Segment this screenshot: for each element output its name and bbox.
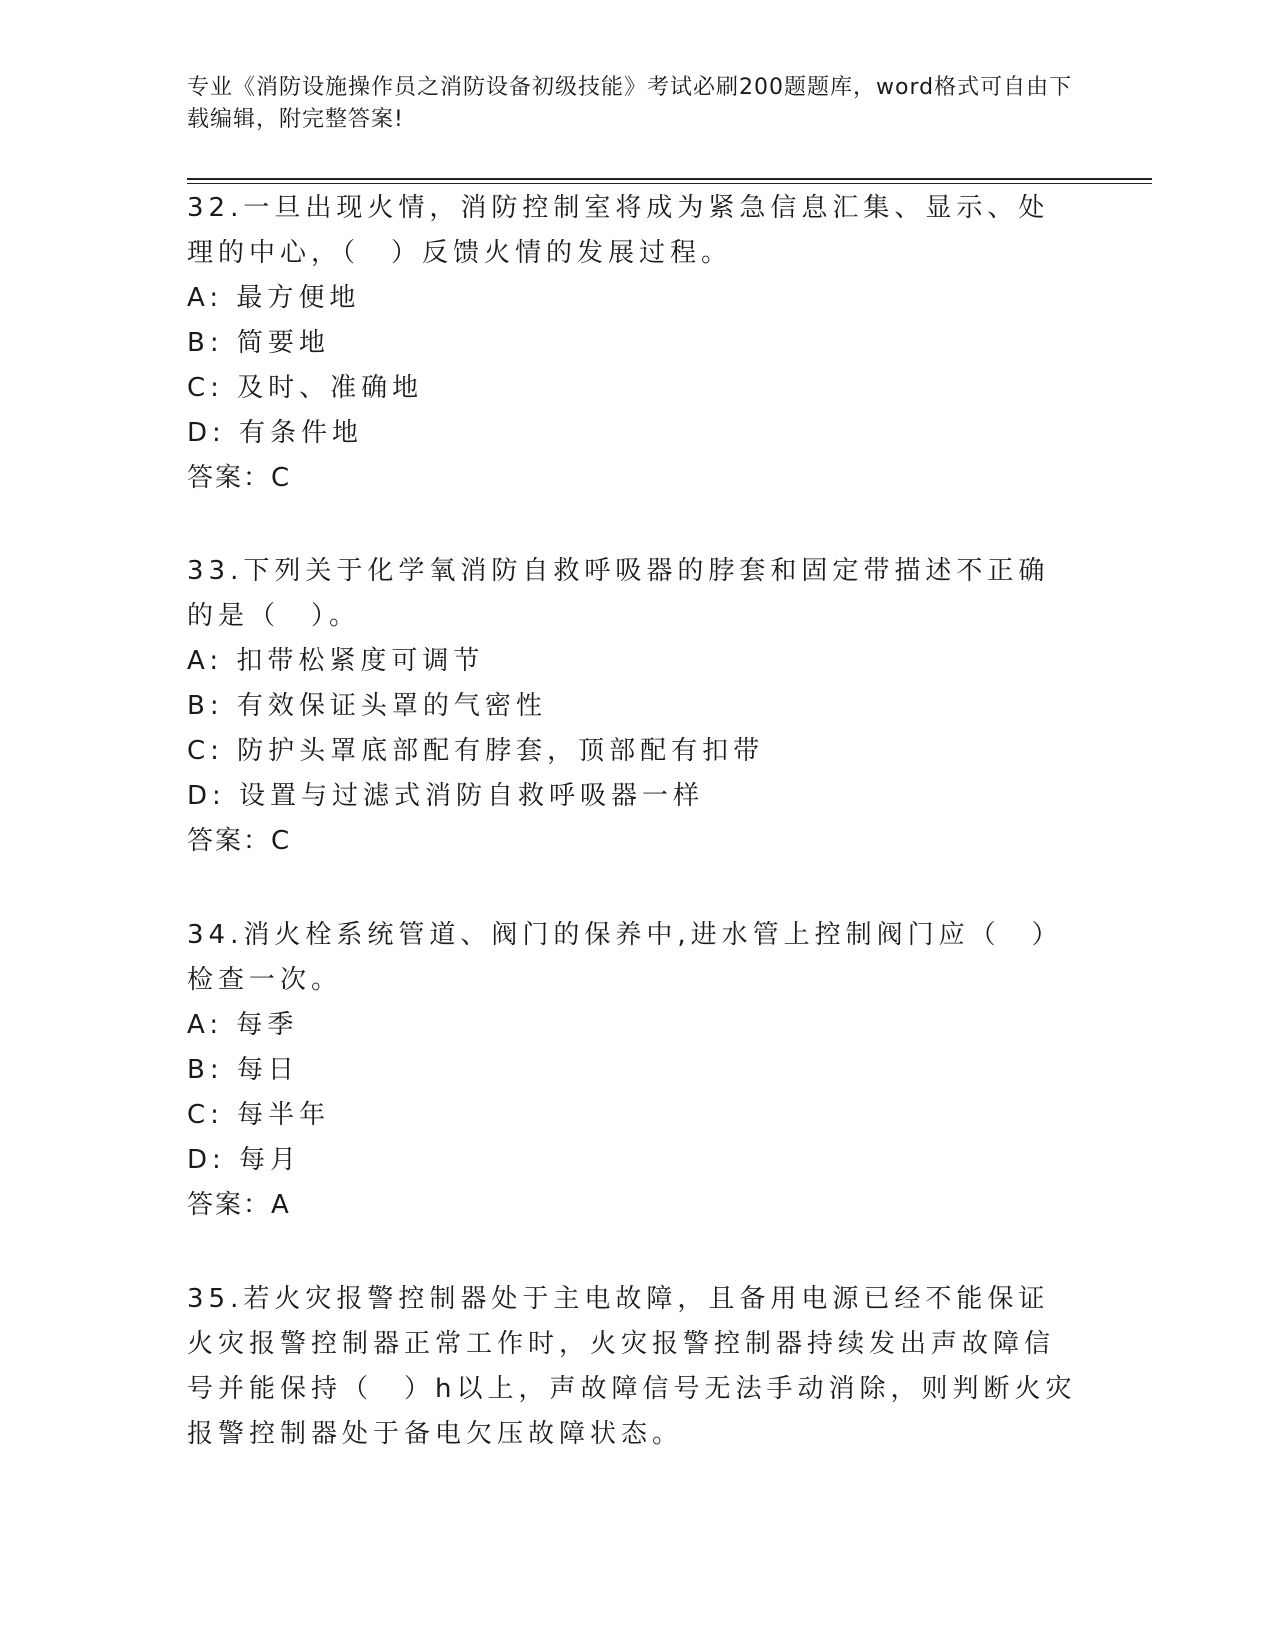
option-a: A: 扣带松紧度可调节: [187, 646, 485, 676]
question-32: [187, 186, 1077, 501]
option-b: B: 每日: [187, 1055, 299, 1085]
header-divider-thick: [187, 178, 1152, 180]
option-a: A: 每季: [187, 1010, 299, 1040]
header-divider-thin: [187, 183, 1152, 184]
answer: 答案：C: [187, 826, 292, 856]
option-d: D: 每月: [187, 1145, 302, 1175]
option-b: B: 简要地: [187, 328, 330, 358]
option-a: A: 最方便地: [187, 283, 361, 313]
answer: 答案：A: [187, 1190, 291, 1220]
option-c: C: 每半年: [187, 1100, 331, 1130]
question-text: 34.消火栓系统管道、阀门的保养中,进水管上控制阀门应（ ）检查一次。: [187, 920, 1063, 995]
option-d: D: 有条件地: [187, 418, 364, 448]
page-header: 专业《消防设施操作员之消防设备初级技能》考试必刷200题题库，word格式可自由下载编辑，附完整答案!: [187, 75, 1073, 132]
question-text: 33.下列关于化学氧消防自救呼吸器的脖套和固定带描述不正确的是（ ）。: [187, 556, 1050, 631]
question-text: 32.一旦出现火情，消防控制室将成为紧急信息汇集、显示、处理的中心，（ ）反馈火情的发展过程。: [187, 193, 1050, 268]
question-34: [187, 913, 1077, 1228]
option-d: D: 设置与过滤式消防自救呼吸器一样: [187, 781, 705, 811]
question-33: [187, 549, 1077, 864]
question-text: 35.若火灾报警控制器处于主电故障，且备用电源已经不能保证火灾报警控制器正常工作时，火灾报警控制器持续发出声故障信号并能保持（ ）h以上，声故障信号无法手动消除，则判断火灾报警控制器处于备电欠压故障状态。: [187, 1284, 1077, 1449]
answer: 答案：C: [187, 463, 292, 493]
option-c: C: 及时、准确地: [187, 373, 424, 403]
question-35: [187, 1277, 1077, 1457]
option-b: B: 有效保证头罩的气密性: [187, 691, 547, 721]
option-c: C: 防护头罩底部配有脖套，顶部配有扣带: [187, 736, 765, 766]
